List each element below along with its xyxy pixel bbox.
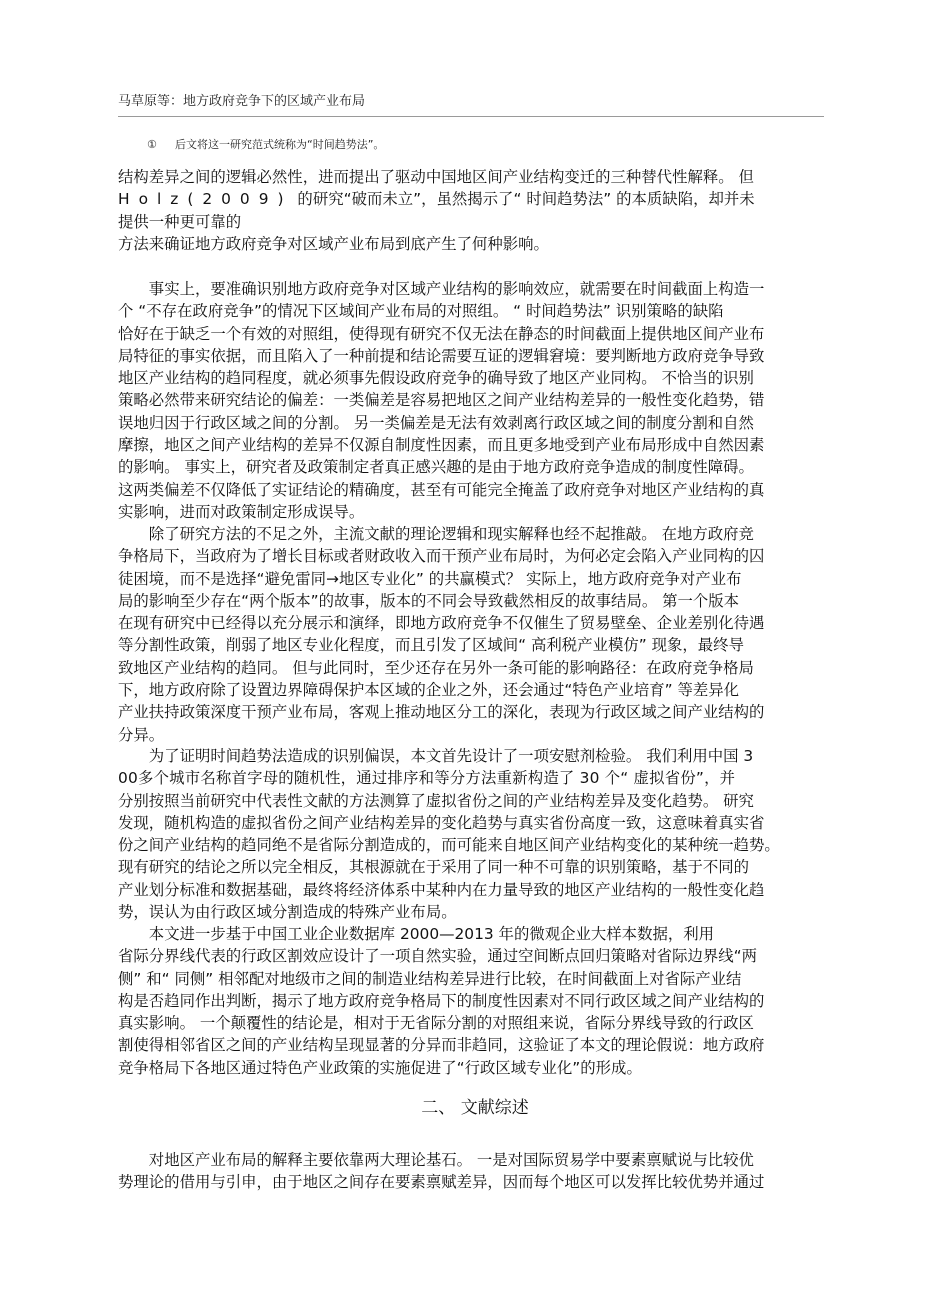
- text-line: 恰好在于缺乏一个有效的对照组，使得现有研究不仅无法在静态的时间截面上提供地区间产业布: [118, 324, 765, 343]
- text-line: 方法来确证地方政府竞争对区域产业布局到底产生了何种影响。: [118, 234, 549, 253]
- text-line: 为了证明时间趋势法造成的识别偏误，本文首先设计了一项安慰剂检验。 我们利用中国 3: [148, 747, 754, 765]
- text-line: 徒困境，而不是选择“避免雷同→地区专业化” 的共赢模式？ 实际上，地方政府竞争对产业布: [118, 569, 742, 588]
- paragraph-2: [118, 523, 840, 746]
- text-line: 现有研究的结论之所以完全相反，其根源就在于采用了同一种不可靠的识别策略，基于不同的: [118, 858, 750, 877]
- text-line: 结构差异之间的逻辑必然性，进而提出了驱动中国地区间产业结构变迁的三种替代性解释。 但: [118, 168, 754, 186]
- paragraph-1: [118, 278, 840, 523]
- text-line: 本文进一步基于中国工业企业数据库 2000—2013 年的微观企业大样本数据，利用: [148, 925, 715, 943]
- text-line: 份之间产业结构的趋同绝不是省际分割造成的，而可能来自地区间产业结构变化的某种统一趋势。: [118, 836, 780, 855]
- text-line: 争格局下，当政府为了增长目标或者财政收入而干预产业布局时，为何必定会陷入产业同构的囚: [118, 547, 765, 566]
- running-header: 马草原等：地方政府竞争下的区域产业布局: [118, 94, 366, 109]
- paragraph-4: [118, 923, 840, 1079]
- continuation-paragraph: [118, 166, 840, 255]
- text-line: 实影响，进而对政策制定形成误导。: [118, 502, 365, 521]
- text-line: 分别按照当前研究中代表性文献的方法测算了虚拟省份之间的产业结构差异及变化趋势。 研究: [118, 791, 754, 810]
- text-line: 00多个城市名称首字母的随机性，通过排序和等分方法重新构造了 30 个“ 虚拟省份”，并: [118, 769, 736, 788]
- text-line: 策略必然带来研究结论的偏差：一类偏差是容易把地区之间产业结构差异的一般性变化趋势，错: [118, 391, 765, 410]
- text-line: 势，误认为由行政区域分割造成的特殊产业布局。: [118, 903, 457, 922]
- text-line: 地区产业结构的趋同程度，就必须事先假设政府竞争的确导致了地区产业同构。 不恰当的识别: [118, 369, 754, 388]
- text-line: 发现，随机构造的虚拟省份之间产业结构差异的变化趋势与真实省份高度一致，这意味着真实省: [118, 813, 765, 832]
- text-line: 产业划分标准和数据基础，最终将经济体系中某种内在力量导致的地区产业结构的一般性变化趋: [118, 880, 765, 899]
- text-line: 等分割性政策，削弱了地区专业化程度，而且引发了区域间“ 高利税产业模仿” 现象，最终导: [118, 636, 744, 655]
- text-line: 这两类偏差不仅降低了实证结论的精确度，甚至有可能完全掩盖了政府竞争对地区产业结构的真: [118, 480, 765, 499]
- text-line: 的影响。 事实上，研究者及政策制定者真正感兴趣的是由于地方政府竞争造成的制度性障碍。: [118, 458, 754, 477]
- text-line: 局特征的事实依据，而且陷入了一种前提和结论需要互证的逻辑窘境：要判断地方政府竞争导致: [118, 346, 765, 365]
- text-line: 竞争格局下各地区通过特色产业政策的实施促进了“行政区域专业化”的形成。: [118, 1058, 642, 1077]
- text-line: Holz(2009) 的研究“破而未立”，虽然揭示了“ 时间趋势法” 的本质缺陷，却并未: [118, 190, 755, 209]
- text-line: 势理论的借用与引申，由于地区之间存在要素禀赋差异，因而每个地区可以发挥比较优势并通过: [118, 1173, 765, 1192]
- text-line: 个 “不存在政府竞争”的情况下区域间产业布局的对照组。 “ 时间趋势法” 识别策略的缺陷: [118, 302, 724, 321]
- text-line: 事实上，要准确识别地方政府竞争对区域产业结构的影响效应，就需要在时间截面上构造一: [148, 280, 765, 298]
- text-line: 对地区产业布局的解释主要依靠两大理论基石。 一是对国际贸易学中要素禀赋说与比较优: [148, 1151, 754, 1169]
- text-line: 摩擦，地区之间产业结构的差异不仅源自制度性因素，而且更多地受到产业布局形成中自然因素: [118, 436, 765, 455]
- footnote-mark: ①: [147, 138, 157, 151]
- header-divider: [118, 116, 824, 117]
- section-paragraph: [118, 1149, 840, 1194]
- text-line: 省际分界线代表的行政区割效应设计了一项自然实验，通过空间断点回归策略对省际边界线“两: [118, 947, 757, 966]
- text-line: 产业扶持政策深度干预产业布局，客观上推动地区分工的深化，表现为行政区域之间产业结构的: [118, 703, 765, 722]
- text-line: 分异。: [118, 725, 165, 744]
- paragraph-3: [118, 745, 840, 923]
- citation: Holz(2009): [118, 190, 293, 209]
- text-line: 侧” 和“ 同侧” 相邻配对地级市之间的制造业结构差异进行比较，在时间截面上对省际产业结: [118, 969, 742, 988]
- text-line: 除了研究方法的不足之外，主流文献的理论逻辑和现实解释也经不起推敲。 在地方政府竞: [148, 525, 754, 543]
- text-line: 割使得相邻省区之间的产业结构呈现显著的分异而非趋同，这验证了本文的理论假说：地方政府: [118, 1036, 765, 1055]
- text-line: 在现有研究中已经得以充分展示和演绎，即地方政府竞争不仅催生了贸易壁垒、企业差别化待遇: [118, 614, 765, 633]
- text-line: 下，地方政府除了设置边界障碍保护本区域的企业之外，还会通过“特色产业培育” 等差异化: [118, 681, 740, 700]
- text-line: 真实影响。 一个颠覆性的结论是，相对于无省际分割的对照组来说，省际分界线导致的行政区: [118, 1014, 754, 1033]
- footnote: [147, 136, 384, 152]
- text-line: 提供一种更可靠的: [118, 212, 242, 231]
- footnote-text: 后文将这一研究范式统称为“时间趋势法”。: [175, 138, 385, 151]
- text-line: 构是否趋同作出判断，揭示了地方政府竞争格局下的制度性因素对不同行政区域之间产业结构的: [118, 991, 765, 1010]
- text-line: 误地归因于行政区域之间的分割。 另一类偏差是无法有效剥离行政区域之间的制度分割和自然: [118, 413, 754, 432]
- section-heading: 二、 文献综述: [421, 1098, 529, 1118]
- text-line: 致地区产业结构的趋同。 但与此同时，至少还存在另外一条可能的影响路径：在政府竞争格局: [118, 658, 754, 677]
- text-line: 局的影响至少存在“两个版本”的故事，版本的不同会导致截然相反的故事结局。 第一个版本: [118, 591, 740, 610]
